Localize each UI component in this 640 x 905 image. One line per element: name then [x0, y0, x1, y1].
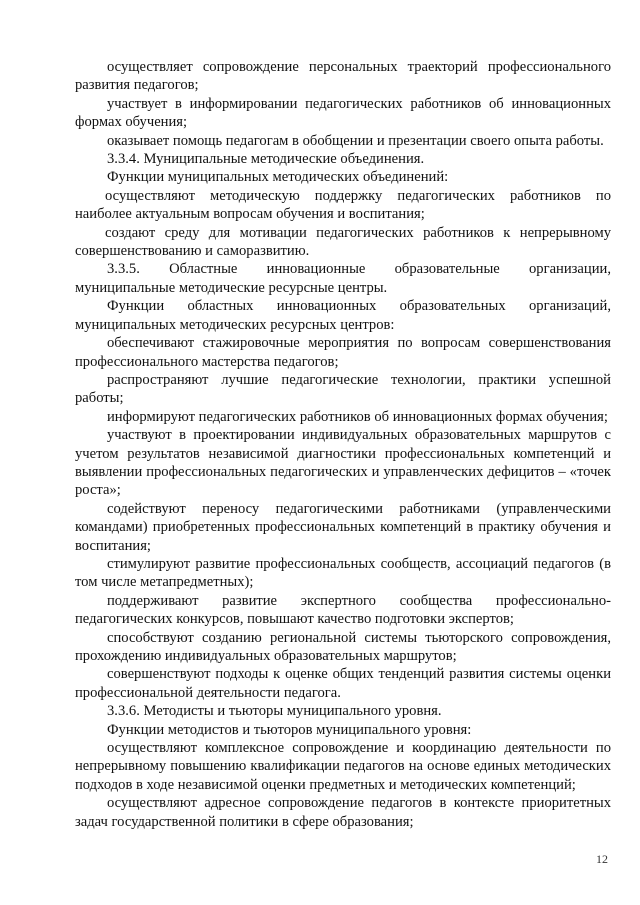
- paragraph: Функции муниципальных методических объединений:: [107, 169, 449, 186]
- paragraph: осуществляют комплексное сопровождение и координацию деятельности по непрерывному повышению квалификации педагогов на основе единых методических подходов в ходе независимой оценки предметных и методических компетенций;: [75, 740, 611, 793]
- paragraph: оказывает помощь педагогам в обобщении и презентации своего опыта работы.: [107, 132, 604, 149]
- paragraph: поддерживают развитие экспертного сообщества профессионально-педагогических конкурсов, повышают качество подготовки экспертов;: [75, 592, 611, 628]
- paragraph: способствуют созданию региональной системы тьюторского сопровождения, прохождению индивидуальных образовательных маршрутов;: [75, 629, 611, 664]
- paragraph: совершенствуют подходы к оценке общих тенденций развития системы оценки профессиональной деятельности педагога.: [75, 666, 611, 701]
- paragraph: Функции методистов и тьюторов муниципального уровня:: [107, 721, 472, 738]
- paragraph: осуществляет сопровождение персональных траекторий профессионального развития педагогов;: [75, 59, 611, 94]
- section-heading: 3.3.6. Методисты и тьюторы муниципального уровня.: [107, 703, 442, 720]
- paragraph: обеспечивают стажировочные мероприятия по вопросам совершенствования профессионального мастерства педагогов;: [75, 335, 611, 370]
- paragraph: создают среду для мотивации педагогических работников к непрерывному совершенствованию и саморазвитию.: [75, 224, 611, 260]
- paragraph: участвует в информировании педагогических работников об инновационных формах обучения;: [75, 95, 611, 131]
- paragraph: осуществляют методическую поддержку педагогических работников по наиболее актуальным вопросам обучения и воспитания;: [75, 187, 611, 223]
- document-body: [75, 58, 611, 831]
- paragraph: осуществляют адресное сопровождение педагогов в контексте приоритетных задач государственной политики в сфере образования;: [75, 795, 611, 830]
- paragraph: участвуют в проектировании индивидуальных образовательных маршрутов с учетом результатов независимой диагностики профессиональных компетенций и выявлении профессиональных педагогических и управленческих дефицитов – «точек роста»;: [75, 427, 611, 499]
- section-heading: 3.3.5. Областные инновационные образовательные организации, муниципальные методические ресурсные центры.: [75, 261, 611, 296]
- section-heading: 3.3.4. Муниципальные методические объединения.: [107, 151, 425, 168]
- paragraph: Функции областных инновационных образовательных организаций, муниципальных методических ресурсных центров:: [75, 298, 611, 333]
- paragraph: информируют педагогических работников об инновационных формах обучения;: [107, 408, 608, 425]
- paragraph: стимулируют развитие профессиональных сообществ, ассоциаций педагогов (в том числе метапредметных);: [75, 555, 611, 591]
- paragraph: содействуют переносу педагогическими работниками (управленческими командами) приобретенных профессиональных компетенций в практику обучения и воспитания;: [75, 500, 611, 554]
- page-number: 12: [596, 852, 608, 866]
- paragraph: распространяют лучшие педагогические технологии, практики успешной работы;: [75, 371, 611, 407]
